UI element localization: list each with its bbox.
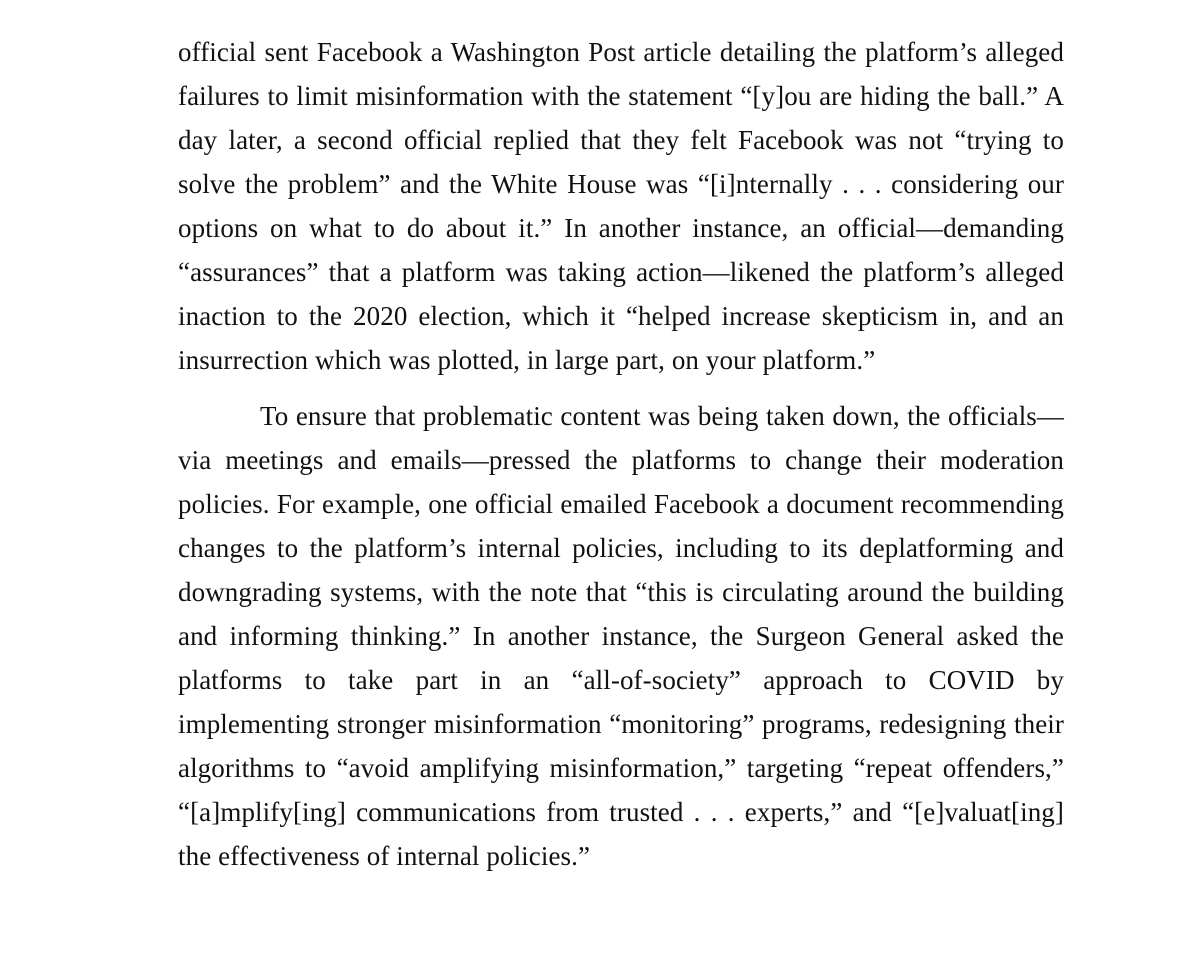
paragraph-indented: To ensure that problematic content was being taken down, the officials—via meetings and emails—pressed the platforms to change their moderation policies. For example, one official emailed Facebook a document recommending changes to the platform’s internal policies, including to its deplatforming and downgrading systems, with the note that “this is circulating around the building and informing thinking.” In another instance, the Surgeon General asked the platforms to take part in an “all-of-society” approach to COVID by implementing stronger misinformation “monitoring” programs, redesigning their algorithms to “avoid amplifying misinformation,” targeting “repeat offenders,” “[a]mplify[ing] communications from trusted . . . experts,” and “[e]valuat[ing] the effectiveness of internal policies.” [178, 401, 1064, 871]
paragraph-continued: official sent Facebook a Washington Post article detailing the platform’s alleged failures to limit misinformation with the statement “[y]ou are hiding the ball.” A day later, a second official replied that they felt Facebook was not “trying to solve the problem” and the White House was “[i]nternally . . . considering our options on what to do about it.” In another instance, an official—demanding “assurances” that a platform was taking action—likened the platform’s alleged inaction to the 2020 election, which it “helped increase skepticism in, and an insurrection which was plotted, in large part, on your platform.” [178, 37, 1064, 375]
document-page [178, 30, 1064, 878]
